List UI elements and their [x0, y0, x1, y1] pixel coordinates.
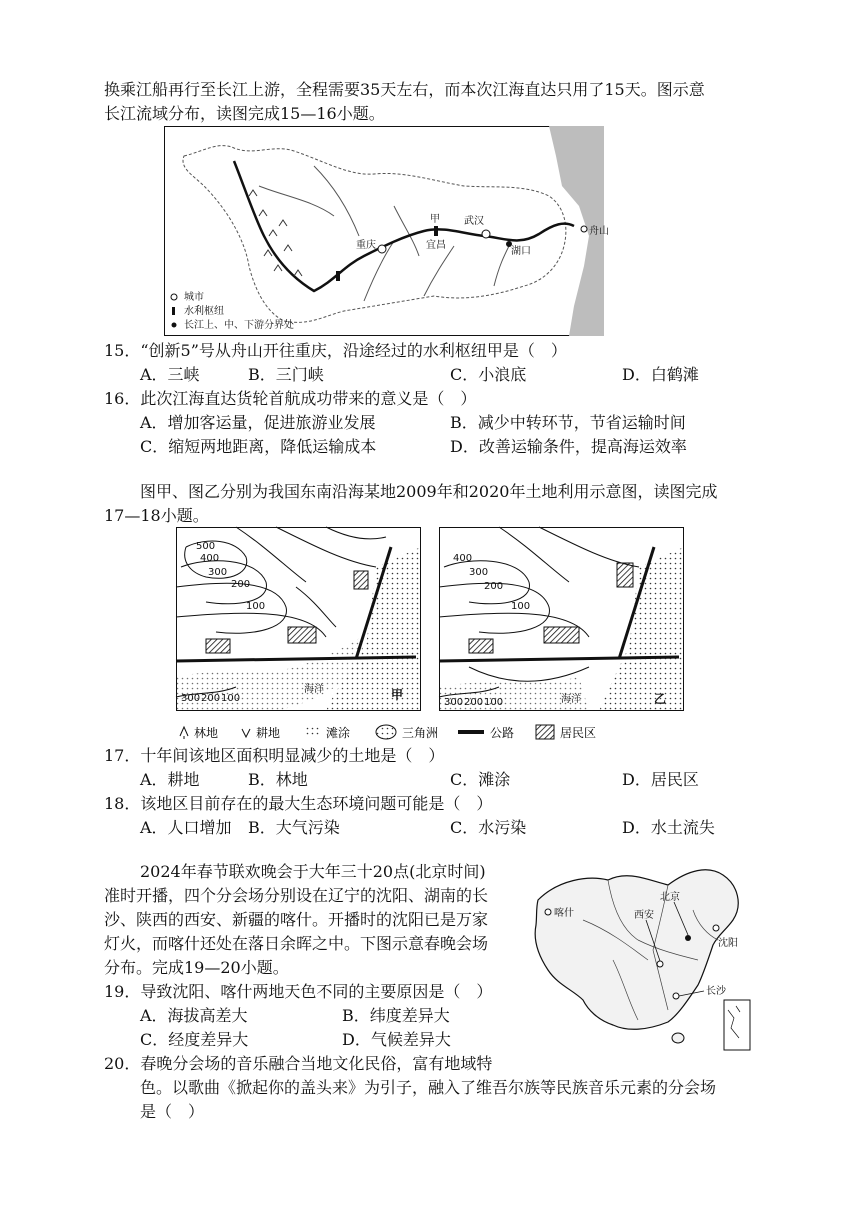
- q19-option-c: C．经度差异大: [140, 1030, 249, 1049]
- legend-city: 城市: [184, 292, 204, 303]
- contour-label: 200: [201, 693, 221, 704]
- contour-label: 300: [444, 697, 464, 708]
- q15-option-d: D．白鹤滩: [622, 365, 699, 384]
- contour-label: 100: [246, 601, 266, 612]
- label-hukou: 湖口: [511, 246, 531, 257]
- q18-option-d: D．水土流失: [622, 818, 715, 837]
- q19-option-a: A．海拔高差大: [140, 1006, 248, 1025]
- intro-2-line2: 17—18小题。: [104, 506, 209, 525]
- legend-road: 公路: [490, 726, 515, 740]
- q15-option-c: C．小浪底: [450, 365, 527, 384]
- intro-3-line4: 灯火，而喀什还处在落日余晖之中。下图示意春晚会场: [104, 934, 489, 953]
- sea-label: 海洋: [561, 694, 581, 705]
- sea-label: 海洋: [304, 684, 324, 695]
- q18-option-b: B．大气污染: [248, 818, 340, 837]
- question-18: 18．该地区目前存在的最大生态环境问题可能是（ ）: [104, 794, 493, 813]
- question-16: 16．此次江海直达货轮首航成功带来的意义是（ ）: [104, 389, 477, 408]
- land-use-map-2020: [439, 527, 684, 711]
- legend-boundary: 长江上、中、下游分界处: [184, 320, 294, 331]
- contour-label: 400: [453, 553, 473, 564]
- china-gala-map: [528, 860, 756, 1056]
- label-beijing: 北京: [660, 892, 680, 903]
- q17-option-d: D．居民区: [622, 770, 699, 789]
- q16-option-b: B．减少中转环节，节省运输时间: [450, 413, 686, 432]
- contour-label: 100: [484, 697, 504, 708]
- q17-option-a: A．耕地: [140, 770, 200, 789]
- q17-option-c: C．滩涂: [450, 770, 511, 789]
- yangtze-basin-map: [164, 126, 609, 336]
- contour-label: 200: [231, 579, 251, 590]
- contour-label: 400: [200, 553, 220, 564]
- contour-label: 300: [469, 567, 489, 578]
- intro-1-line2: 长江流域分布，读图完成15—16小题。: [104, 104, 385, 123]
- q19-option-b: B．纬度差异大: [342, 1006, 450, 1025]
- legend-tidal-flat: 滩涂: [326, 726, 351, 740]
- label-shenyang: 沈阳: [718, 938, 738, 949]
- label-zhoushan: 舟山: [589, 226, 609, 237]
- label-wuhan: 武汉: [464, 216, 484, 227]
- contour-label: 200: [484, 581, 504, 592]
- legend-delta: 三角洲: [402, 726, 439, 740]
- q16-option-c: C．缩短两地距离，降低运输成本: [140, 437, 377, 456]
- label-xian: 西安: [634, 910, 654, 921]
- contour-label: 500: [196, 541, 216, 552]
- q18-option-a: A．人口增加: [140, 818, 232, 837]
- label-changsha: 长沙: [706, 986, 726, 997]
- contour-label: 100: [221, 693, 241, 704]
- question-20-line2: 色。以歌曲《掀起你的盖头来》为引子，融入了维吾尔族等民族音乐元素的分会场: [140, 1078, 717, 1097]
- label-jia: 甲: [430, 214, 440, 225]
- intro-3-line3: 沙、陕西的西安、新疆的喀什。开播时的沈阳已是万家: [104, 910, 489, 929]
- intro-1-line1: 换乘江船再行至长江上游，全程需要35天左右，而本次江海直达只用了15天。图示意: [104, 80, 705, 99]
- legend-residential: 居民区: [560, 726, 597, 740]
- q16-option-d: D．改善运输条件，提高海运效率: [450, 437, 687, 456]
- land-use-legend: [176, 722, 686, 742]
- panel-label-yi: 乙: [654, 692, 667, 706]
- q15-option-b: B．三门峡: [248, 365, 324, 384]
- panel-label-jia: 甲: [391, 688, 404, 702]
- intro-3-line2: 准时开播，四个分会场分别设在辽宁的沈阳、湖南的长: [104, 886, 489, 905]
- label-kashi: 喀什: [554, 908, 574, 919]
- q16-option-a: A．增加客运量，促进旅游业发展: [140, 413, 376, 432]
- q15-option-a: A．三峡: [140, 365, 200, 384]
- contour-label: 300: [181, 693, 201, 704]
- question-15: 15．“创新5”号从舟山开往重庆，沿途经过的水利枢纽甲是（ ）: [104, 341, 567, 360]
- land-use-map-2009: [176, 527, 421, 711]
- intro-3-line1: 2024年春节联欢晚会于大年三十20点(北京时间): [140, 862, 486, 881]
- legend-farmland: 耕地: [256, 726, 281, 740]
- question-17: 17．十年间该地区面积明显减少的土地是（ ）: [104, 746, 445, 765]
- question-19: 19．导致沈阳、喀什两地天色不同的主要原因是（ ）: [104, 982, 493, 1001]
- question-20-line3: 是（ ）: [140, 1102, 205, 1121]
- label-chongqing: 重庆: [356, 240, 376, 251]
- q17-option-b: B．林地: [248, 770, 308, 789]
- contour-label: 300: [208, 567, 228, 578]
- legend-forest: 林地: [194, 726, 219, 740]
- q18-option-c: C．水污染: [450, 818, 527, 837]
- legend-dam: 水利枢纽: [184, 306, 224, 317]
- question-20: 20．春晚分会场的音乐融合当地文化民俗，富有地域特: [104, 1054, 493, 1073]
- q19-option-d: D．气候差异大: [342, 1030, 451, 1049]
- intro-2-line1: 图甲、图乙分别为我国东南沿海某地2009年和2020年土地利用示意图，读图完成: [140, 482, 718, 501]
- contour-label: 200: [464, 697, 484, 708]
- intro-3-line5: 分布。完成19—20小题。: [104, 958, 289, 977]
- contour-label: 100: [511, 601, 531, 612]
- label-yichang: 宜昌: [426, 240, 446, 251]
